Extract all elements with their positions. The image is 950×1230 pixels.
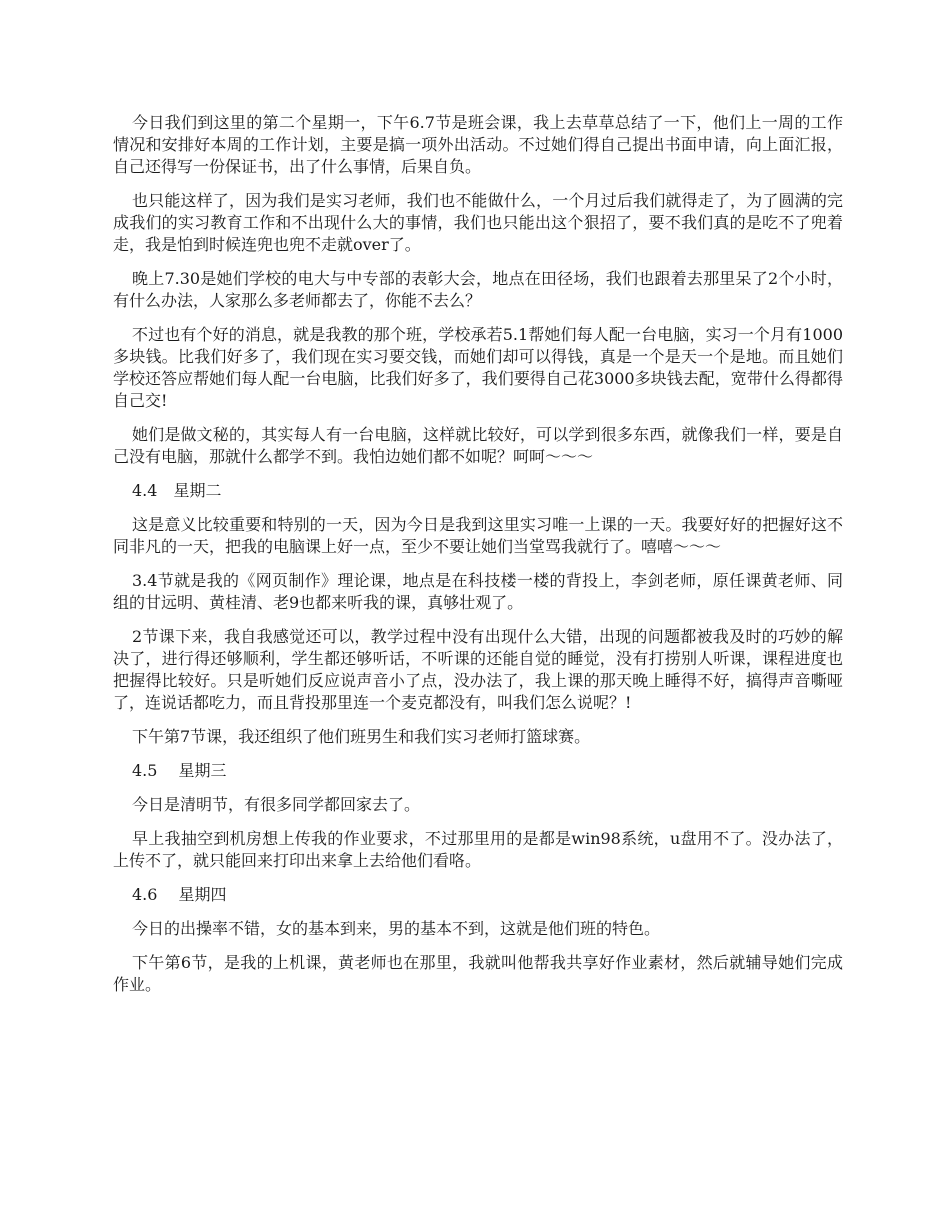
paragraph-9: 下午第7节课，我还组织了他们班男生和我们实习老师打篮球赛。	[132, 727, 591, 746]
paragraph-1: 今日我们到这里的第二个星期一，下午6.7节是班会课，我上去草草总结了一下，他们上一周的工作情况和安排好本周的工作计划，主要是搞一项外出活动。不过她们得自己提出书面申请，向上面汇报，自己还得写一份保证书，出了什么事情，后果自负。	[113, 113, 843, 176]
paragraph-10: 今日是清明节，有很多同学都回家去了。	[132, 795, 421, 814]
paragraph-7: 3.4节就是我的《网页制作》理论课，地点是在科技楼一楼的背投上，李剑老师，原任课黄老师、同组的甘远明、黄桂清、老9也都来听我的课，真够壮观了。	[113, 571, 843, 612]
paragraph-2: 也只能这样了，因为我们是实习老师，我们也不能做什么，一个月过后我们就得走了，为了圆满的完成我们的实习教育工作和不出现什么大的事情，我们也只能出这个狠招了，要不我们真的是吃不了兜着走，我是怕到时候连兜也兜不走就over了。	[113, 191, 843, 254]
paragraph-12: 今日的出操率不错，女的基本到来，男的基本不到，这就是他们班的特色。	[132, 919, 661, 938]
paragraph-5: 她们是做文秘的，其实每人有一台电脑，这样就比较好，可以学到很多东西，就像我们一样，要是自己没有电脑，那就什么都学不到。我怕边她们都不如呢？呵呵～～～	[113, 425, 843, 466]
paragraph-13: 下午第6节，是我的上机课，黄老师也在那里，我就叫他帮我共享好作业素材，然后就辅导她们完成作业。	[113, 953, 843, 994]
date-heading-4-5: 4.5 星期三	[132, 761, 227, 780]
paragraph-3: 晚上7.30是她们学校的电大与中专部的表彰大会，地点在田径场，我们也跟着去那里呆了2个小时，有什么办法，人家那么多老师都去了，你能不去么？	[113, 269, 843, 310]
paragraph-4: 不过也有个好的消息，就是我教的那个班，学校承若5.1帮她们每人配一台电脑，实习一个月有1000多块钱。比我们好多了，我们现在实习要交钱，而她们却可以得钱，真是一个是天一个是地。而且她们学校还答应帮她们每人配一台电脑，比我们好多了，我们要得自己花3000多块钱去配，宽带什么得都得自己交!	[113, 325, 843, 410]
date-heading-4-6: 4.6 星期四	[132, 885, 227, 904]
paragraph-6: 这是意义比较重要和特别的一天，因为今日是我到这里实习唯一上课的一天。我要好好的把握好这不同非凡的一天，把我的电脑课上好一点，至少不要让她们当堂骂我就行了。嘻嘻～～～	[113, 515, 843, 556]
paragraph-8: 2节课下来，我自我感觉还可以，教学过程中没有出现什么大错，出现的问题都被我及时的巧妙的解决了，进行得还够顺利，学生都还够听话，不听课的还能自觉的睡觉，没有打捞别人听课，课程进度也把握得比较好。只是听她们反应说声音小了点，没办法了，我上课的那天晚上睡得不好，搞得声音嘶哑了，连说话都吃力，而且背投那里连一个麦克都没有，叫我们怎么说呢？!	[113, 627, 843, 712]
date-heading-4-4: 4.4 星期二	[132, 481, 222, 500]
document-body	[113, 112, 843, 1008]
paragraph-11: 早上我抽空到机房想上传我的作业要求，不过那里用的是都是win98系统，u盘用不了。没办法了，上传不了，就只能回来打印出来拿上去给他们看咯。	[113, 829, 843, 870]
